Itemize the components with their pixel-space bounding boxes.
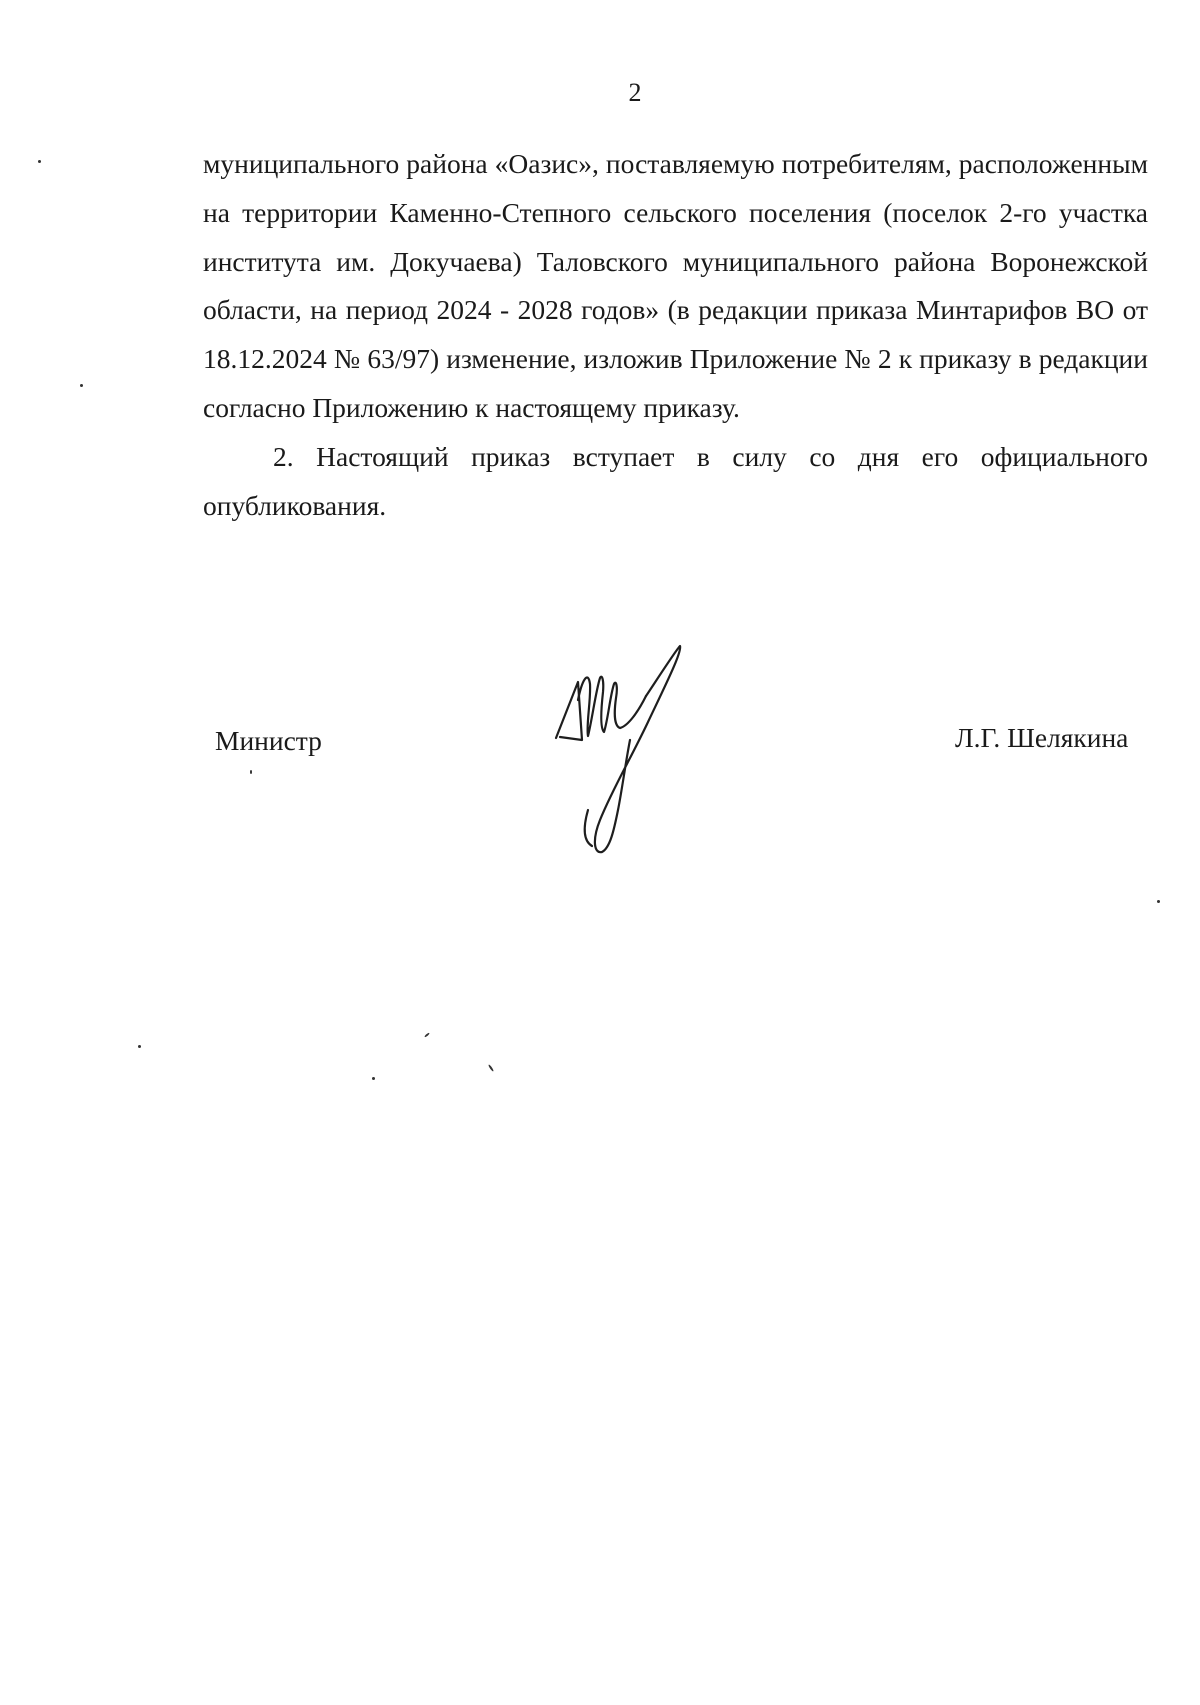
document-body bbox=[203, 140, 1148, 530]
scan-speck bbox=[1157, 900, 1160, 903]
scan-speck bbox=[488, 1064, 494, 1072]
handwritten-signature bbox=[548, 640, 718, 860]
scan-speck bbox=[250, 770, 252, 774]
scan-speck bbox=[424, 1032, 430, 1037]
signer-name: Л.Г. Шелякина bbox=[955, 722, 1129, 753]
signer-role: Министр bbox=[215, 725, 322, 756]
scan-speck bbox=[138, 1045, 141, 1048]
paragraph-continuation: муниципального района «Оазис», поставляемую потребителям, расположенным на территории Каменно-Степного сельского поселения (поселок 2-го участка института им. Докучаева) Таловского муниципального района Воронежской области, на период 2024 - 2028 годов» (в редакции приказа Минтарифов ВО от 18.12.2024 № 63/97) изменение, изложив Приложение № 2 к приказу в редакции согласно Приложению к настоящему приказу. bbox=[203, 148, 1148, 423]
scan-speck bbox=[80, 384, 83, 387]
paragraph-effective-date: 2. Настоящий приказ вступает в силу со дня его официального опубликования. bbox=[203, 440, 1148, 521]
page-number: 2 bbox=[628, 78, 642, 107]
scan-speck bbox=[372, 1077, 375, 1080]
scan-speck bbox=[38, 160, 41, 163]
